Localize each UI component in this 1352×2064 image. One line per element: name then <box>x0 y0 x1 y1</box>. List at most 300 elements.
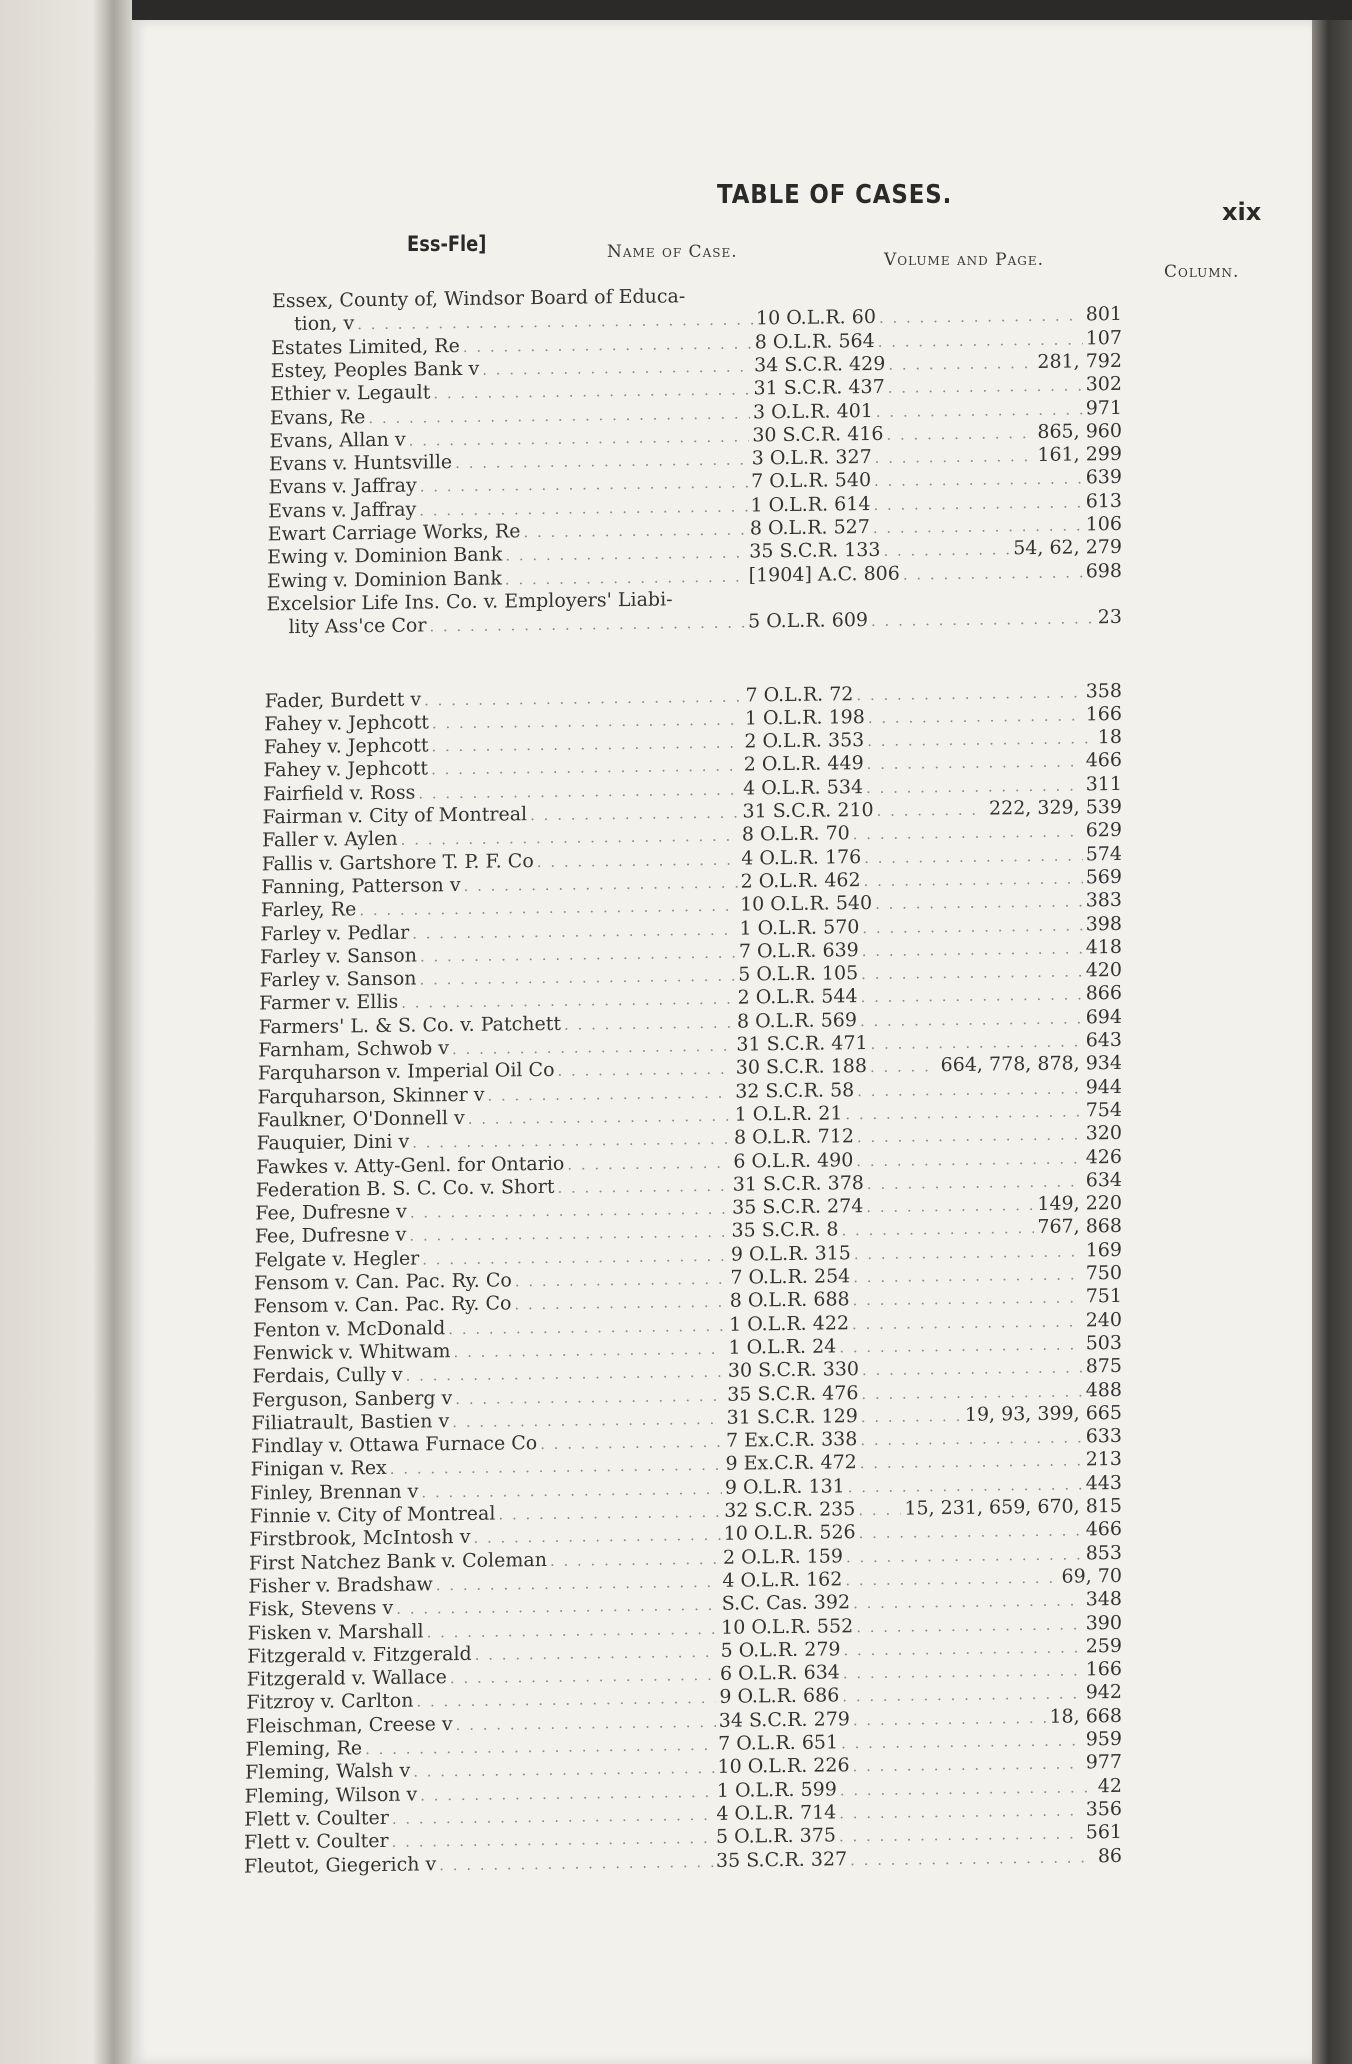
leader-dots <box>879 307 1083 327</box>
leader-dots <box>848 1475 1083 1496</box>
leader-dots <box>850 1848 1095 1869</box>
case-name: Evans, Re <box>269 405 366 429</box>
leader-dots <box>431 757 741 779</box>
leader-dots <box>431 734 741 756</box>
column-number: 166 <box>1085 1657 1122 1681</box>
column-number: 664, 778, 878, 934 <box>940 1052 1122 1077</box>
case-name: Fleutot, Giegerich v <box>244 1852 437 1878</box>
leader-dots <box>401 990 734 1012</box>
volume-and-page: 1 O.L.R. 198 <box>744 705 865 730</box>
column-number: 42 <box>1097 1774 1122 1797</box>
case-name: Filiatrault, Bastien v <box>251 1409 450 1435</box>
leader-dots <box>886 424 1034 444</box>
volume-and-page: 34 S.C.R. 279 <box>718 1707 850 1732</box>
leader-dots <box>867 753 1083 774</box>
leader-dots <box>860 1428 1082 1449</box>
leader-dots <box>455 451 749 473</box>
volume-and-page: 3 O.L.R. 327 <box>751 446 872 470</box>
column-number: 281, 792 <box>1037 349 1122 373</box>
leader-dots <box>876 400 1083 421</box>
leader-dots <box>864 869 1083 890</box>
leader-dots <box>856 1615 1083 1636</box>
volume-and-page: 2 O.L.R. 544 <box>737 985 858 1009</box>
column-number: 866 <box>1085 982 1122 1005</box>
column-number: 488 <box>1085 1378 1122 1401</box>
case-name: Fitzgerald v. Wallace <box>246 1666 447 1691</box>
case-name: Faulkner, O'Donnell v <box>257 1106 465 1132</box>
leader-dots <box>862 939 1083 960</box>
column-number: 390 <box>1085 1611 1122 1634</box>
case-name: Fee, Dufresne v <box>255 1200 407 1225</box>
volume-and-page: 5 O.L.R. 375 <box>716 1824 836 1849</box>
book-page <box>132 20 1312 2064</box>
leader-dots <box>424 687 742 709</box>
case-name: Evans v. Jaffray <box>268 498 417 523</box>
leader-dots <box>845 1102 1082 1123</box>
column-number: 971 <box>1085 396 1122 419</box>
case-name: Farquharson, Skinner v <box>257 1083 485 1109</box>
leader-dots <box>409 427 750 449</box>
column-number: 86 <box>1097 1844 1122 1867</box>
leader-dots <box>429 614 745 636</box>
leader-dots <box>505 567 746 588</box>
case-name: Fensom v. Can. Pac. Ry. Co <box>253 1292 512 1318</box>
case-name: Fauquier, Dini v <box>256 1130 410 1155</box>
leader-dots <box>420 474 748 496</box>
volume-and-page: 31 S.C.R. 129 <box>726 1404 858 1429</box>
column-number: 166 <box>1085 702 1122 726</box>
leader-dots <box>866 776 1083 797</box>
case-name: Estates Limited, Re <box>271 334 460 359</box>
case-name: Fenwick v. Whitwam <box>252 1339 451 1365</box>
case-name: Fleming, Re <box>245 1737 363 1761</box>
leader-dots <box>487 1083 732 1104</box>
case-name: Ewing v. Dominion Bank <box>267 543 503 569</box>
case-name: Estey, Peoples Bank v <box>270 357 480 383</box>
page-title: TABLE OF CASES. <box>717 180 953 210</box>
case-name: First Natchez Bank v. Coleman <box>248 1548 547 1575</box>
volume-and-page: 10 O.L.R. 526 <box>723 1521 856 1546</box>
volume-and-page: 4 O.L.R. 176 <box>741 845 862 870</box>
leader-dots <box>844 1638 1083 1659</box>
leader-dots <box>878 330 1083 351</box>
column-number: 801 <box>1085 303 1122 326</box>
leader-dots <box>852 1312 1083 1333</box>
volume-and-page: 30 S.C.R. 330 <box>727 1358 860 1382</box>
leader-dots <box>853 823 1083 844</box>
volume-and-page: 7 O.L.R. 72 <box>745 682 854 707</box>
leader-dots <box>873 516 1083 537</box>
leader-dots <box>420 943 736 965</box>
leader-dots <box>540 1433 723 1453</box>
column-number: 443 <box>1085 1471 1122 1495</box>
volume-and-page: 7 O.L.R. 651 <box>718 1731 839 1755</box>
column-number: 639 <box>1085 466 1122 489</box>
column-number: 356 <box>1085 1797 1122 1821</box>
leader-dots <box>537 850 739 870</box>
volume-and-page: 30 S.C.R. 188 <box>735 1055 867 1079</box>
volume-and-page: 4 O.L.R. 534 <box>743 775 864 800</box>
leader-dots <box>422 1246 728 1268</box>
column-number: 420 <box>1085 958 1122 982</box>
volume-and-page: 8 O.L.R. 688 <box>729 1288 850 1312</box>
case-name: Ferdais, Cully v <box>252 1363 403 1388</box>
leader-dots <box>419 497 747 519</box>
volume-and-page: 5 O.L.R. 279 <box>720 1638 841 1662</box>
volume-and-page: 5 O.L.R. 105 <box>738 962 859 986</box>
column-number: 561 <box>1085 1821 1122 1844</box>
case-name: Finigan v. Rex <box>250 1457 387 1481</box>
leader-dots <box>456 1713 716 1734</box>
column-number: 426 <box>1085 1145 1122 1168</box>
case-name: Fenton v. McDonald <box>253 1316 446 1342</box>
volume-and-page: 1 O.L.R. 614 <box>750 492 871 517</box>
case-name: Ferguson, Sanberg v <box>251 1386 453 1412</box>
leader-dots <box>357 311 753 334</box>
volume-and-page: 7 O.L.R. 254 <box>730 1265 851 1289</box>
volume-and-page: 35 S.C.R. 327 <box>716 1847 848 1872</box>
leader-dots <box>558 1060 733 1080</box>
case-name: Fleischman, Creese v <box>245 1712 453 1738</box>
column-number: 348 <box>1085 1588 1122 1611</box>
leader-dots <box>452 1037 733 1058</box>
leader-dots <box>871 1032 1083 1053</box>
leader-dots <box>436 1573 720 1594</box>
leader-dots <box>853 1289 1083 1310</box>
leader-dots <box>877 801 986 820</box>
leader-dots <box>853 1265 1082 1286</box>
volume-and-page: 8 O.L.R. 569 <box>737 1008 857 1033</box>
leader-dots <box>464 873 738 894</box>
leader-dots <box>365 1736 715 1758</box>
leader-dots <box>564 1013 734 1033</box>
leader-dots <box>416 1689 716 1711</box>
column-number: 383 <box>1085 889 1122 912</box>
volume-and-page: 31 S.C.R. 471 <box>736 1032 868 1056</box>
case-name: Fahey v. Jephcott <box>263 757 429 782</box>
volume-and-page: 31 S.C.R. 437 <box>753 375 885 400</box>
leader-dots <box>412 920 736 942</box>
case-name: Ewing v. Dominion Bank <box>266 567 502 592</box>
case-name: Fitzroy v. Carlton <box>246 1689 414 1714</box>
leader-dots <box>853 1709 1047 1729</box>
volume-and-page: 10 O.L.R. 552 <box>721 1614 854 1639</box>
leader-dots <box>524 520 747 541</box>
case-name: Farquharson v. Imperial Oil Co <box>257 1059 555 1085</box>
leader-dots <box>841 1731 1083 1752</box>
volume-and-page: S.C. Cas. 392 <box>721 1591 851 1615</box>
volume-and-page: 8 O.L.R. 70 <box>741 822 850 846</box>
volume-and-page: 7 O.L.R. 540 <box>751 469 872 493</box>
case-name: Evans v. Huntsville <box>269 451 453 476</box>
page-number: xix <box>1222 198 1262 226</box>
leader-dots <box>420 967 736 989</box>
leader-dots <box>868 706 1083 727</box>
leader-dots <box>432 710 742 732</box>
leader-dots <box>468 1107 732 1128</box>
running-head-range: Ess-Fle] <box>407 232 487 256</box>
column-number: 694 <box>1085 1005 1122 1029</box>
leader-dots <box>567 1153 730 1173</box>
case-name: lity Ass'ce Cor <box>288 614 427 639</box>
column-number: 959 <box>1085 1727 1122 1751</box>
leader-dots <box>870 1057 938 1076</box>
case-name: Finnie v. City of Montreal <box>249 1502 496 1528</box>
leader-dots <box>875 447 1035 467</box>
case-name: Faller v. Aylen <box>262 828 398 852</box>
volume-and-page: 9 O.L.R. 131 <box>724 1474 845 1499</box>
case-name: Farley v. Sanson <box>259 944 417 969</box>
column-number: 54, 62, 279 <box>1013 536 1122 560</box>
case-name: Fallis v. Gartshore T. P. F. Co <box>261 849 534 876</box>
column-number: 643 <box>1085 1028 1122 1052</box>
column-number: 944 <box>1085 1075 1122 1098</box>
volume-and-page: 9 O.L.R. 686 <box>719 1684 840 1709</box>
leader-dots <box>857 1126 1083 1147</box>
column-number: 942 <box>1085 1681 1122 1704</box>
leader-dots <box>530 804 739 825</box>
case-name: Fader, Burdett v <box>264 687 422 712</box>
leader-dots <box>420 1782 714 1804</box>
leader-dots <box>421 1479 721 1501</box>
case-name: Ewart Carriage Works, Re <box>267 520 521 546</box>
volume-and-page: 8 O.L.R. 527 <box>749 515 870 540</box>
column-number: 466 <box>1085 1518 1122 1541</box>
volume-and-page: 10 O.L.R. 540 <box>740 892 873 916</box>
column-number: 18, 668 <box>1049 1704 1122 1728</box>
leader-dots <box>861 1407 962 1426</box>
case-name-line: Essex, County of, Windsor Board of Educa- <box>272 285 686 313</box>
leader-dots <box>846 1545 1083 1566</box>
case-name: Fensom v. Can. Pac. Ry. Co <box>254 1269 512 1295</box>
leader-dots <box>392 1829 713 1851</box>
column-number: 698 <box>1085 559 1122 582</box>
case-name: Fleming, Walsh v <box>245 1759 411 1784</box>
column-heading-column: Column. <box>1164 262 1240 282</box>
column-number: 418 <box>1085 935 1122 959</box>
leader-dots <box>482 357 751 378</box>
case-name: Evans v. Jaffray <box>268 474 417 499</box>
column-number: 751 <box>1085 1285 1122 1308</box>
column-heading-volume: Volume and Page. <box>884 250 1045 270</box>
volume-and-page: 1 O.L.R. 24 <box>728 1335 837 1359</box>
column-number: 574 <box>1085 842 1122 865</box>
column-number: 754 <box>1085 1098 1122 1122</box>
column-number: 398 <box>1085 912 1122 935</box>
case-name: Fairman v. City of Montreal <box>262 803 528 829</box>
leader-dots <box>861 1382 1082 1403</box>
column-number: 302 <box>1085 373 1122 396</box>
volume-and-page: 9 O.L.R. 315 <box>730 1241 851 1266</box>
volume-and-page: 35 S.C.R. 8 <box>731 1218 839 1243</box>
volume-and-page: 2 O.L.R. 159 <box>723 1544 843 1569</box>
leader-dots <box>871 609 1095 630</box>
leader-dots <box>498 1503 721 1524</box>
column-number: 240 <box>1085 1308 1122 1331</box>
leader-dots <box>401 827 739 849</box>
leader-dots <box>839 1825 1083 1846</box>
leader-dots <box>839 1335 1082 1356</box>
column-number: 634 <box>1085 1168 1122 1192</box>
leader-dots <box>418 780 740 802</box>
case-name: Federation B. S. C. Co. v. Short <box>255 1175 555 1202</box>
leader-dots <box>864 846 1083 867</box>
case-name: Findlay v. Ottawa Furnace Co <box>251 1432 538 1458</box>
case-name: tion, v <box>294 312 355 336</box>
volume-and-page: [1904] A.C. 806 <box>748 562 900 587</box>
column-number: 161, 299 <box>1037 442 1122 467</box>
leader-dots <box>903 563 1083 583</box>
leader-dots <box>842 1685 1082 1706</box>
column-number: 503 <box>1085 1331 1122 1355</box>
leader-dots <box>860 1452 1083 1473</box>
column-number: 18 <box>1097 725 1122 749</box>
case-name: Ethier v. Legault <box>270 381 431 406</box>
leader-dots <box>867 1172 1083 1193</box>
volume-and-page: 4 O.L.R. 162 <box>722 1568 843 1592</box>
leader-dots <box>410 1200 729 1222</box>
column-number: 358 <box>1085 679 1122 702</box>
facing-page-edge <box>0 0 132 2064</box>
leader-dots <box>853 1755 1083 1776</box>
volume-and-page: 5 O.L.R. 609 <box>748 609 868 633</box>
volume-and-page: 3 O.L.R. 401 <box>752 399 873 423</box>
volume-and-page: 1 O.L.R. 21 <box>734 1102 843 1126</box>
case-name: Firstbrook, McIntosh v <box>249 1526 471 1551</box>
volume-and-page: 8 O.L.R. 712 <box>733 1125 854 1149</box>
leader-dots <box>861 986 1083 1007</box>
column-number: 750 <box>1085 1261 1122 1285</box>
volume-and-page: 10 O.L.R. 226 <box>717 1754 850 1779</box>
leader-dots <box>854 1242 1083 1263</box>
volume-and-page: 2 O.L.R. 462 <box>740 868 861 893</box>
leader-dots <box>450 1666 717 1687</box>
volume-and-page: 7 Ex.C.R. 338 <box>726 1428 858 1452</box>
volume-and-page: 1 O.L.R. 599 <box>716 1777 837 1802</box>
leader-dots <box>874 470 1083 491</box>
case-name: Fairfield v. Ross <box>262 781 416 806</box>
volume-and-page: 32 S.C.R. 235 <box>724 1498 856 1522</box>
column-number: 15, 231, 659, 670, 815 <box>904 1494 1122 1520</box>
leader-dots <box>427 1619 719 1641</box>
column-number: 149, 220 <box>1037 1191 1122 1216</box>
leader-dots <box>860 1009 1083 1030</box>
leader-dots <box>861 962 1083 983</box>
column-number: 977 <box>1085 1751 1122 1774</box>
leader-dots <box>843 1661 1083 1682</box>
book-spine-edge <box>1312 20 1352 2064</box>
leader-dots <box>856 683 1082 704</box>
column-number: 259 <box>1085 1634 1122 1658</box>
case-name: Fahey v. Jephcott <box>264 711 429 736</box>
column-number: 853 <box>1085 1541 1122 1564</box>
leader-dots <box>448 1316 726 1337</box>
case-name: Fee, Dufresne v <box>254 1224 407 1248</box>
case-name: Felgate v. Hegler <box>254 1247 420 1272</box>
volume-and-page: 35 S.C.R. 274 <box>732 1195 864 1219</box>
leader-dots <box>862 1359 1083 1380</box>
leader-dots <box>505 544 746 565</box>
case-name: Farley, Re <box>260 898 357 922</box>
column-number: 107 <box>1085 326 1122 349</box>
case-name: Flett v. Coulter <box>244 1806 389 1831</box>
case-name: Flett v. Coulter <box>244 1830 389 1854</box>
volume-and-page: 30 S.C.R. 416 <box>752 422 884 447</box>
leader-dots <box>390 1456 723 1478</box>
leader-dots <box>862 916 1082 937</box>
column-number: 466 <box>1085 749 1122 772</box>
column-heading-name: Name of Case. <box>607 242 738 262</box>
leader-dots <box>858 1501 901 1520</box>
leader-dots <box>452 1410 723 1431</box>
column-number: 865, 960 <box>1037 419 1122 443</box>
case-name: Fisk, Stevens v <box>248 1596 394 1621</box>
case-name: Farley v. Sanson <box>259 967 417 992</box>
volume-and-page: 2 O.L.R. 353 <box>744 729 865 753</box>
leader-dots <box>842 1219 1035 1239</box>
column-number: 320 <box>1085 1122 1122 1145</box>
leader-dots <box>406 1363 725 1385</box>
volume-and-page: 4 O.L.R. 714 <box>716 1801 837 1825</box>
leader-dots <box>514 1293 726 1314</box>
leader-dots <box>550 1549 720 1569</box>
leader-dots <box>873 493 1082 514</box>
volume-and-page: 2 O.L.R. 449 <box>743 752 864 776</box>
case-table <box>132 6 1312 2064</box>
case-name: Farley v. Pedlar <box>260 921 410 945</box>
column-number: 19, 93, 399, 665 <box>964 1401 1122 1426</box>
column-number: 69, 70 <box>1061 1564 1122 1588</box>
leader-dots <box>888 354 1034 374</box>
leader-dots <box>359 897 737 920</box>
leader-dots <box>455 1386 724 1407</box>
leader-dots <box>392 1806 713 1828</box>
case-name-line: Excelsior Life Ins. Co. v. Employers' Liabi- <box>266 588 673 616</box>
column-number: 222, 329, 539 <box>989 795 1122 820</box>
column-number: 213 <box>1085 1448 1122 1471</box>
case-name: Fawkes v. Atty-Genl. for Ontario <box>256 1152 565 1178</box>
leader-dots <box>840 1778 1095 1799</box>
case-name: Farmers' L. & S. Co. v. Patchett <box>258 1012 562 1039</box>
column-number: 23 <box>1097 606 1122 629</box>
column-number: 767, 868 <box>1037 1215 1122 1239</box>
case-name: Fanning, Patterson v <box>261 873 461 899</box>
leader-dots <box>396 1596 718 1618</box>
leader-dots <box>475 1643 718 1664</box>
volume-and-page: 32 S.C.R. 58 <box>735 1078 855 1103</box>
leader-dots <box>557 1176 729 1196</box>
case-name: Fleming, Wilson v <box>244 1783 418 1808</box>
leader-dots <box>409 1223 728 1245</box>
leader-dots <box>433 381 750 403</box>
volume-and-page: 1 O.L.R. 422 <box>729 1311 850 1336</box>
leader-dots <box>463 334 752 356</box>
leader-dots <box>845 1569 1058 1590</box>
case-name: Fahey v. Jephcott <box>263 734 429 759</box>
case-name: Farnham, Schwob v <box>258 1037 450 1062</box>
volume-and-page: 9 Ex.C.R. 472 <box>725 1451 857 1476</box>
leader-dots <box>856 1149 1082 1170</box>
case-name: Farmer v. Ellis <box>259 991 399 1015</box>
case-name: Fisher v. Bradshaw <box>248 1573 433 1598</box>
volume-and-page: 34 S.C.R. 429 <box>754 352 886 377</box>
column-number: 169 <box>1085 1238 1122 1262</box>
volume-and-page: 31 S.C.R. 210 <box>742 798 874 823</box>
column-number: 633 <box>1085 1424 1122 1448</box>
leader-dots <box>857 1079 1082 1100</box>
volume-and-page: 31 S.C.R. 378 <box>732 1171 864 1196</box>
leader-dots <box>368 404 750 427</box>
